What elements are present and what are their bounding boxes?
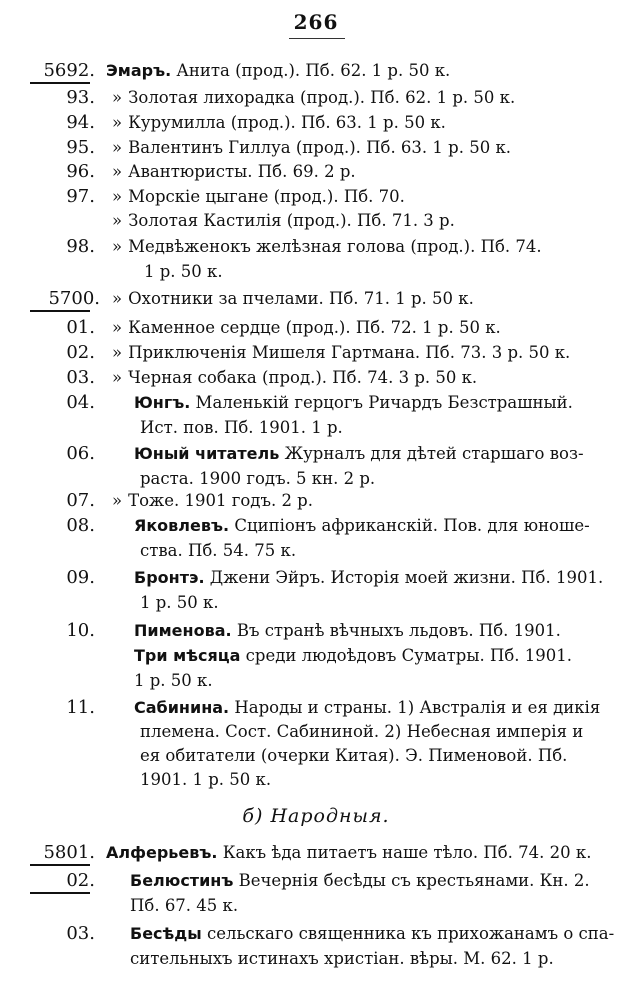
- entry-line: [134, 697, 600, 719]
- entry-text: Въ странѣ вѣчныхъ льдовъ. Пб. 1901.: [236, 621, 561, 640]
- entry-line: [106, 842, 591, 864]
- entry-number: 5692.: [43, 60, 95, 81]
- entry-line: [112, 288, 474, 310]
- entry-author: Три мѣсяца: [134, 646, 241, 665]
- entry-line: [140, 769, 271, 791]
- entry-text: Золотая лихорадка (прод.). Пб. 62. 1 р. 50 к.: [128, 88, 516, 107]
- entry-number: 93.: [66, 87, 95, 108]
- entry-line: [130, 948, 554, 970]
- entry-line: [134, 515, 590, 537]
- entry-number: 98.: [66, 236, 95, 257]
- entry-number: 11.: [66, 697, 95, 718]
- entry-line: [112, 236, 542, 258]
- entry-text: 1 р. 50 к.: [140, 593, 219, 612]
- ditto-mark: »: [112, 368, 123, 387]
- entry-number: 02.: [66, 870, 95, 891]
- entry-line: [112, 186, 405, 208]
- entry-line: [134, 645, 572, 667]
- entry-number-underline: [30, 892, 90, 894]
- ditto-mark: »: [112, 343, 123, 362]
- ditto-mark: »: [112, 237, 123, 256]
- entry-text: Тоже. 1901 годъ. 2 р.: [128, 491, 313, 510]
- entry-line: [130, 895, 238, 917]
- entry-line: [140, 540, 296, 562]
- entry-author: Белюстинъ: [130, 871, 234, 890]
- entry-text: среди людоѣдовъ Суматры. Пб. 1901.: [245, 646, 573, 665]
- entry-text: Джени Эйръ. Исторія моей жизни. Пб. 1901.: [209, 568, 604, 587]
- entry-text: 1901. 1 р. 50 к.: [140, 770, 272, 789]
- entry-number: 01.: [66, 317, 95, 338]
- entry-line: [112, 367, 477, 389]
- page-number-rule: [289, 38, 345, 39]
- entry-text: ства. Пб. 54. 75 к.: [140, 541, 297, 560]
- entry-line: [144, 261, 223, 283]
- entry-line: [112, 342, 570, 364]
- entry-number: 04.: [66, 392, 95, 413]
- entry-text: Журналъ для дѣтей старшаго воз-: [284, 444, 584, 463]
- entry-line: [112, 137, 511, 159]
- entry-line: [134, 443, 584, 465]
- ditto-mark: »: [112, 162, 123, 181]
- entry-text: Авантюристы. Пб. 69. 2 р.: [128, 162, 356, 181]
- entry-number: 10.: [66, 620, 95, 641]
- ditto-mark: »: [112, 318, 123, 337]
- entry-number: 09.: [66, 567, 95, 588]
- entry-text: 1 р. 50 к.: [144, 262, 223, 281]
- entry-text: Какъ ѣда питаетъ наше тѣло. Пб. 74. 20 к.: [222, 843, 592, 862]
- entry-text: Морскіе цыгане (прод.). Пб. 70.: [128, 187, 405, 206]
- entry-text: Медвѣженокъ желѣзная голова (прод.). Пб. 74.: [128, 237, 542, 256]
- ditto-mark: »: [112, 88, 123, 107]
- entry-text: ея обитатели (очерки Китая). Э. Пименовой. Пб.: [140, 746, 568, 765]
- entry-text: Валентинъ Гиллуа (прод.). Пб. 63. 1 р. 50 к.: [128, 138, 512, 157]
- entry-line: [112, 161, 356, 183]
- page-number: 266: [293, 10, 339, 34]
- entry-line: [112, 87, 515, 109]
- entry-line: [140, 417, 343, 439]
- entry-text: Золотая Кастилія (прод.). Пб. 71. 3 р.: [128, 211, 455, 230]
- entry-number: 06.: [66, 443, 95, 464]
- entry-line: [134, 392, 573, 414]
- entry-author: Бесѣды: [130, 924, 202, 943]
- entry-number: 94.: [66, 112, 95, 133]
- entry-text: Курумилла (прод.). Пб. 63. 1 р. 50 к.: [128, 113, 446, 132]
- entry-text: Пб. 67. 45 к.: [130, 896, 239, 915]
- entry-author: Бронтэ.: [134, 568, 205, 587]
- ditto-mark: »: [112, 138, 123, 157]
- entry-text: раста. 1900 годъ. 5 кн. 2 р.: [140, 469, 376, 488]
- entry-number: 5700.: [48, 288, 100, 309]
- entry-line: [106, 60, 450, 82]
- entry-number: 07.: [66, 490, 95, 511]
- entry-number-underline: [30, 82, 90, 84]
- entry-line: [140, 721, 583, 743]
- ditto-mark: »: [112, 187, 123, 206]
- entry-line: [134, 670, 213, 692]
- entry-author: Алферьевъ.: [106, 843, 218, 862]
- entry-number: 95.: [66, 137, 95, 158]
- entry-text: Народы и страны. 1) Австралія и ея дикія: [234, 698, 601, 717]
- entry-text: Ист. пов. Пб. 1901. 1 р.: [140, 418, 343, 437]
- entry-line: [140, 468, 375, 490]
- entry-line: [112, 490, 313, 512]
- entry-text: Каменное сердце (прод.). Пб. 72. 1 р. 50 к.: [128, 318, 501, 337]
- entry-text: Приключенія Мишеля Гартмана. Пб. 73. 3 р. 50 к.: [128, 343, 571, 362]
- entry-text: Охотники за пчелами. Пб. 71. 1 р. 50 к.: [128, 289, 474, 308]
- section-title: б) Народныя.: [242, 805, 390, 827]
- entry-author: Яковлевъ.: [134, 516, 230, 535]
- entry-author: Юнгъ.: [134, 393, 191, 412]
- entry-line: [112, 112, 446, 134]
- entry-text: Сципіонъ африканскій. Пов. для юноше-: [234, 516, 590, 535]
- ditto-mark: »: [112, 113, 123, 132]
- ditto-mark: »: [112, 211, 123, 230]
- entry-text: Анита (прод.). Пб. 62. 1 р. 50 к.: [176, 61, 451, 80]
- entry-line: [140, 745, 567, 767]
- entry-number-underline: [30, 864, 90, 866]
- entry-text: сительныхъ истинахъ христіан. вѣры. М. 62. 1 р.: [130, 949, 554, 968]
- entry-author: Пименова.: [134, 621, 232, 640]
- entry-text: Черная собака (прод.). Пб. 74. 3 р. 50 к.: [128, 368, 478, 387]
- entry-text: Маленькій герцогъ Ричардъ Безстрашный.: [195, 393, 573, 412]
- entry-line: [140, 592, 219, 614]
- entry-text: племена. Сост. Сабининой. 2) Небесная имперія и: [140, 722, 584, 741]
- entry-number: 02.: [66, 342, 95, 363]
- entry-author: Сабинина.: [134, 698, 230, 717]
- entry-number: 96.: [66, 161, 95, 182]
- ditto-mark: »: [112, 289, 123, 308]
- entry-number-underline: [30, 310, 90, 312]
- entry-line: [130, 923, 614, 945]
- entry-line: [112, 210, 455, 232]
- entry-line: [130, 870, 590, 892]
- entry-author: Эмаръ.: [106, 61, 172, 80]
- entry-author: Юный читатель: [134, 444, 280, 463]
- entry-number: 03.: [66, 923, 95, 944]
- entry-line: [134, 567, 603, 589]
- ditto-mark: »: [112, 491, 123, 510]
- entry-number: 08.: [66, 515, 95, 536]
- entry-line: [112, 317, 501, 339]
- entry-text: Вечернія бесѣды съ крестьянами. Кн. 2.: [238, 871, 590, 890]
- entry-number: 03.: [66, 367, 95, 388]
- entry-line: [134, 620, 561, 642]
- entry-number: 5801.: [43, 842, 95, 863]
- entry-text: сельскаго священника къ прихожанамъ о спа-: [206, 924, 615, 943]
- entry-number: 97.: [66, 186, 95, 207]
- entry-text: 1 р. 50 к.: [134, 671, 213, 690]
